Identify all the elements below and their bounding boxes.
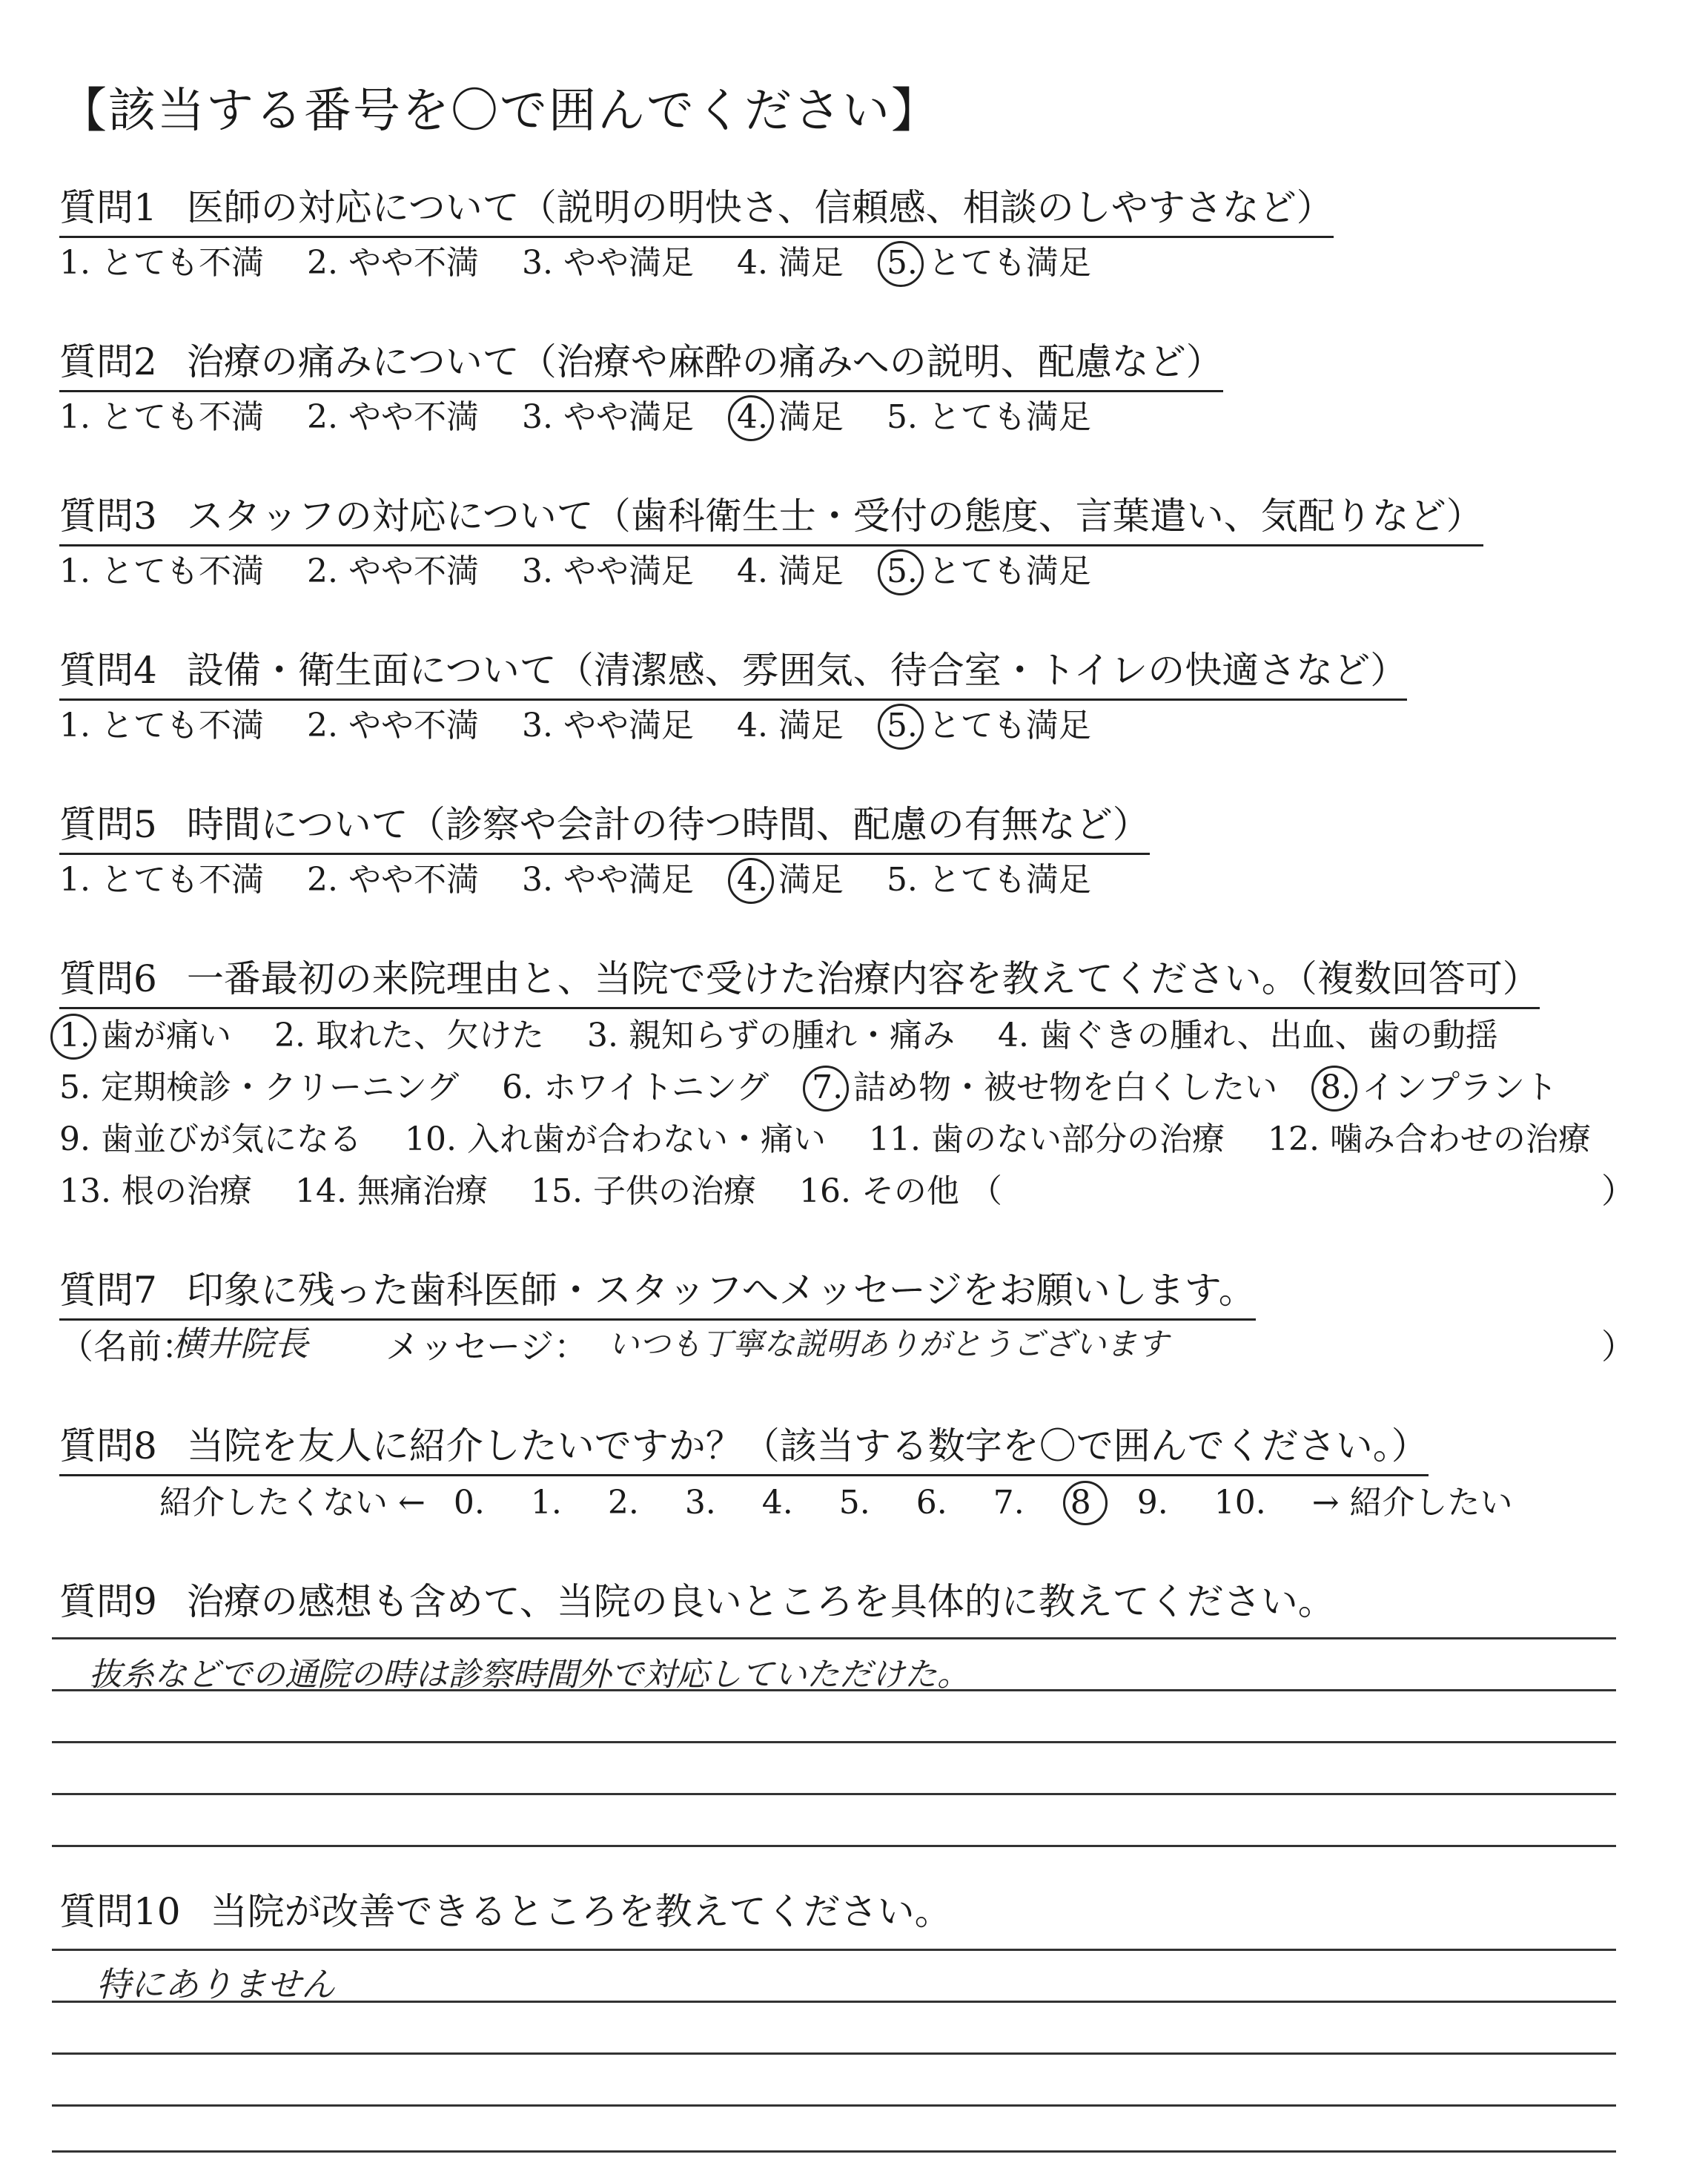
scale-2[interactable]: 2. xyxy=(607,1484,639,1522)
option-7-selected[interactable]: 7. 詰め物・被せ物を白くしたい xyxy=(812,1069,1278,1106)
option-3[interactable]: 3. やや満足 xyxy=(521,398,694,436)
scale-3[interactable]: 3. xyxy=(684,1484,716,1522)
option-2[interactable]: 2. やや不満 xyxy=(306,707,479,744)
option-5[interactable]: 5. とても満足 xyxy=(886,398,1091,436)
question-text: 時間について（診察や会計の待つ時間、配慮の有無など） xyxy=(186,803,1150,846)
question-7-heading xyxy=(59,1261,1256,1321)
question-8-heading xyxy=(59,1416,1429,1476)
name-value[interactable]: 横井院長 xyxy=(172,1324,308,1364)
option-10[interactable]: 10. 入れ歯が合わない・痛い xyxy=(404,1120,826,1158)
option-8-selected[interactable]: 8. インプラント xyxy=(1320,1069,1558,1106)
question-9-answer[interactable]: 抜糸などでの通院の時は診察時間外で対応していただけた。 xyxy=(89,1656,970,1694)
question-text: 当院を友人に紹介したいですか？（該当する数字を〇で囲んでください。） xyxy=(186,1424,1429,1467)
question-number: 質問2 xyxy=(59,340,157,383)
question-6-options-row-4 xyxy=(59,1164,1035,1212)
scale-4[interactable]: 4. xyxy=(761,1484,793,1522)
answer-line xyxy=(52,1637,1616,1639)
scale-right-label: → 紹介したい xyxy=(1311,1484,1513,1522)
option-1-selected[interactable]: 1. 歯が痛い xyxy=(59,1017,231,1054)
answer-line xyxy=(52,1793,1616,1795)
option-5[interactable]: 5. とても満足 xyxy=(886,861,1091,899)
option-2[interactable]: 2. やや不満 xyxy=(306,552,479,590)
option-1[interactable]: 1. とても不満 xyxy=(59,398,264,436)
option-3[interactable]: 3. やや満足 xyxy=(521,244,694,282)
option-5-selected[interactable]: 5. とても満足 xyxy=(886,244,1091,282)
question-text: 治療の痛みについて（治療や麻酔の痛みへの説明、配慮など） xyxy=(186,340,1223,383)
answer-line xyxy=(52,1689,1616,1691)
option-9[interactable]: 9. 歯並びが気になる xyxy=(59,1120,362,1158)
question-2-heading xyxy=(59,332,1223,392)
question-text: 一番最初の来院理由と、当院で受けた治療内容を教えてください。（複数回答可） xyxy=(186,957,1540,1000)
option-15[interactable]: 15. 子供の治療 xyxy=(530,1172,756,1210)
question-6-heading xyxy=(59,949,1540,1009)
question-9-heading xyxy=(59,1572,1335,1630)
option-6[interactable]: 6. ホワイトニング xyxy=(502,1069,769,1106)
answer-line xyxy=(52,1845,1616,1847)
option-13[interactable]: 13. 根の治療 xyxy=(59,1172,252,1210)
question-text: 医師の対応について（説明の明快さ、信頼感、相談のしやすさなど） xyxy=(186,186,1334,229)
answer-line xyxy=(52,1741,1616,1743)
answer-line xyxy=(52,2001,1616,2003)
question-6-options-row-3 xyxy=(59,1112,1623,1160)
option-1[interactable]: 1. とても不満 xyxy=(59,861,264,899)
page-title: 【該当する番号を〇で囲んでください】 xyxy=(59,84,940,139)
option-2[interactable]: 2. やや不満 xyxy=(306,398,479,436)
question-3-heading xyxy=(59,486,1483,546)
question-number: 質問6 xyxy=(59,957,157,1000)
option-4[interactable]: 4. 満足 xyxy=(736,707,844,744)
option-4[interactable]: 4. 満足 xyxy=(736,244,844,282)
option-4[interactable]: 4. 歯ぐきの腫れ、出血、歯の動揺 xyxy=(997,1017,1498,1054)
question-text: 印象に残った歯科医師・スタッフへメッセージをお願いします。 xyxy=(186,1269,1256,1312)
option-3[interactable]: 3. やや満足 xyxy=(521,707,694,744)
option-11[interactable]: 11. 歯のない部分の治療 xyxy=(868,1120,1225,1158)
answer-line xyxy=(52,2104,1616,2107)
other-close-paren: ） xyxy=(1601,1171,1635,1211)
option-4-selected[interactable]: 4. 満足 xyxy=(736,398,844,436)
scale-1[interactable]: 1. xyxy=(530,1484,562,1522)
question-10-answer[interactable]: 特にありません xyxy=(96,1964,335,2004)
scale-left-label: 紹介したくない ← xyxy=(159,1484,426,1522)
question-number: 質問1 xyxy=(59,186,157,229)
option-2[interactable]: 2. やや不満 xyxy=(306,244,479,282)
answer-line xyxy=(52,2150,1616,2153)
option-5[interactable]: 5. 定期検診・クリーニング xyxy=(59,1069,460,1106)
answer-line xyxy=(52,2052,1616,2055)
option-12[interactable]: 12. 噛み合わせの治療 xyxy=(1267,1120,1591,1158)
question-text: スタッフの対応について（歯科衛生士・受付の態度、言葉遣い、気配りなど） xyxy=(186,495,1483,538)
option-1[interactable]: 1. とても不満 xyxy=(59,552,264,590)
answer-line xyxy=(52,1949,1616,1951)
question-5-options xyxy=(59,853,1124,900)
scale-10[interactable]: 10. xyxy=(1214,1484,1266,1522)
option-4[interactable]: 4. 満足 xyxy=(736,552,844,590)
question-6-options-row-1 xyxy=(59,1008,1531,1056)
question-3-options xyxy=(59,544,1124,592)
question-text: 設備・衛生面について（清潔感、雰囲気、待合室・トイレの快適さなど） xyxy=(186,649,1408,692)
question-number: 質問3 xyxy=(59,495,157,538)
option-2[interactable]: 2. 取れた、欠けた xyxy=(274,1017,544,1054)
name-label: （名前： xyxy=(59,1327,196,1367)
question-4-heading xyxy=(59,641,1407,701)
scale-9[interactable]: 9. xyxy=(1136,1484,1168,1522)
message-value[interactable]: いつも丁寧な説明ありがとうございます xyxy=(608,1326,1169,1362)
scale-5[interactable]: 5. xyxy=(838,1484,870,1522)
message-close-paren: ） xyxy=(1601,1327,1635,1367)
option-3[interactable]: 3. 親知らずの腫れ・痛み xyxy=(586,1017,955,1054)
question-number: 質問10 xyxy=(59,1890,181,1933)
question-1-options xyxy=(59,236,1124,283)
scale-6[interactable]: 6. xyxy=(916,1484,947,1522)
question-6-options-row-2 xyxy=(59,1060,1590,1108)
question-5-heading xyxy=(59,795,1150,855)
message-label: メッセージ： xyxy=(385,1327,589,1367)
question-number: 質問5 xyxy=(59,803,157,846)
scale-8-selected[interactable]: 8 xyxy=(1070,1484,1091,1522)
option-3[interactable]: 3. やや満足 xyxy=(521,552,694,590)
scale-0[interactable]: 0. xyxy=(453,1484,485,1522)
option-14[interactable]: 14. 無痛治療 xyxy=(294,1172,488,1210)
question-10-heading xyxy=(59,1882,952,1940)
option-5-selected[interactable]: 5. とても満足 xyxy=(886,707,1091,744)
question-1-heading xyxy=(59,178,1334,238)
recommend-scale xyxy=(159,1476,1531,1523)
question-text: 当院が改善できるところを教えてください。 xyxy=(210,1890,952,1933)
question-number: 質問9 xyxy=(59,1580,157,1623)
option-4-selected[interactable]: 4. 満足 xyxy=(736,861,844,899)
option-5-selected[interactable]: 5. とても満足 xyxy=(886,552,1091,590)
question-2-options xyxy=(59,390,1124,437)
question-number: 質問8 xyxy=(59,1424,157,1467)
option-3[interactable]: 3. やや満足 xyxy=(521,861,694,899)
option-2[interactable]: 2. やや不満 xyxy=(306,861,479,899)
question-4-options xyxy=(59,698,1124,746)
question-number: 質問4 xyxy=(59,649,157,692)
option-1[interactable]: 1. とても不満 xyxy=(59,707,264,744)
question-number: 質問7 xyxy=(59,1269,157,1312)
option-1[interactable]: 1. とても不満 xyxy=(59,244,264,282)
option-16-other[interactable]: 16. その他 （ xyxy=(798,1172,1002,1210)
question-text: 治療の感想も含めて、当院の良いところを具体的に教えてください。 xyxy=(186,1580,1335,1623)
scale-7[interactable]: 7. xyxy=(993,1484,1025,1522)
